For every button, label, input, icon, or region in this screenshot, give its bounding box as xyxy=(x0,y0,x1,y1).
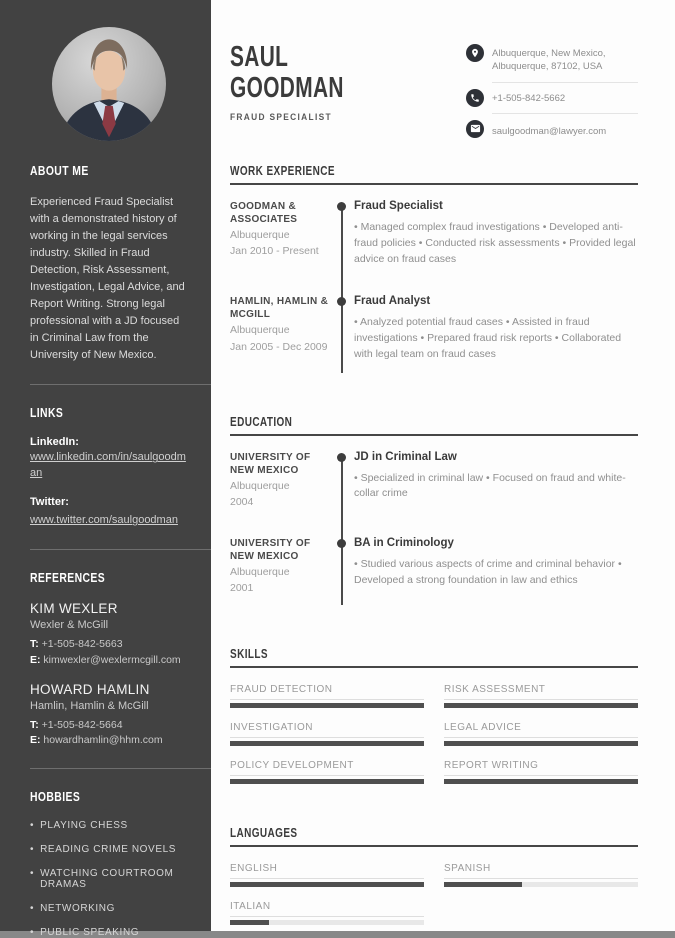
language-bar-fill xyxy=(230,882,424,887)
reference-phone xyxy=(30,718,187,733)
phone-icon xyxy=(466,89,484,107)
school-name: UNIVERSITY OF NEW MEXICO xyxy=(230,451,311,476)
school-location: Albuquerque xyxy=(230,479,290,492)
contact-block xyxy=(466,40,638,144)
link-label: Twitter: xyxy=(30,496,69,509)
entry-right xyxy=(354,295,638,362)
contact-email: saulgoodman@lawyer.com xyxy=(492,125,607,137)
entry-year: 2001 xyxy=(230,582,254,595)
language-bar-fill xyxy=(444,882,522,887)
skill-label: LEGAL ADVICE xyxy=(444,722,638,738)
sidebar-divider xyxy=(30,549,211,550)
skills-heading: SKILLS xyxy=(230,647,638,668)
sidebar xyxy=(0,0,211,938)
reference-name: KIM WEXLER xyxy=(30,601,118,617)
work-entry xyxy=(230,295,638,362)
skill-label: POLICY DEVELOPMENT xyxy=(230,760,424,776)
skill-item xyxy=(444,760,638,784)
twitter-link[interactable]: www.twitter.com/saulgoodman xyxy=(30,514,178,527)
skill-item xyxy=(230,722,424,746)
hobby-label: READING CRIME NOVELS xyxy=(40,844,177,856)
company-name: HAMLIN, HAMLIN & MCGILL xyxy=(230,296,329,321)
email-icon xyxy=(466,120,484,138)
entry-year: 2004 xyxy=(230,495,254,508)
work-entry xyxy=(230,200,638,267)
contact-row-phone xyxy=(466,89,638,114)
address-line: Albuquerque, New Mexico, xyxy=(492,48,606,59)
hobby-label: NETWORKING xyxy=(40,903,115,915)
skill-item xyxy=(444,684,638,708)
page-title: SAUL xyxy=(230,41,289,73)
hobby-label: PUBLIC SPEAKING xyxy=(40,927,140,938)
skill-bar-track xyxy=(230,779,424,784)
entry-left xyxy=(230,200,330,267)
reference-company: Wexler & McGill xyxy=(30,619,109,632)
email-value: howardhamlin@hhm.com xyxy=(43,733,163,746)
sidebar-divider xyxy=(30,384,211,385)
skill-bar-fill xyxy=(230,741,424,746)
education-section xyxy=(230,415,638,606)
school-location: Albuquerque xyxy=(230,566,290,579)
language-bar-fill xyxy=(230,920,269,925)
link-label: LinkedIn: xyxy=(30,436,79,449)
contact-row-email xyxy=(466,120,638,138)
language-item xyxy=(444,863,638,887)
skill-bar-track xyxy=(230,703,424,708)
reference-phone xyxy=(30,637,187,652)
skill-bar-fill xyxy=(230,703,424,708)
skill-bar-fill xyxy=(444,779,638,784)
bullet-icon: • xyxy=(30,844,35,856)
entry-right xyxy=(354,451,638,509)
sidebar-divider xyxy=(30,768,211,769)
contact-row-address xyxy=(466,44,638,83)
timeline-dot-col xyxy=(330,295,354,362)
language-label: ENGLISH xyxy=(230,863,424,879)
address-line: Albuquerque, 87102, USA xyxy=(492,61,603,73)
language-bar-track xyxy=(444,882,638,887)
company-name: GOODMAN & ASSOCIATES xyxy=(230,201,298,226)
timeline-dot xyxy=(337,297,346,306)
work-entries xyxy=(230,185,638,373)
reference-name: HOWARD HAMLIN xyxy=(30,681,150,697)
language-label: ITALIAN xyxy=(230,901,424,917)
role-description: • Analyzed potential fraud cases • Assisted in fraud investigations • Prepared fraud risk reports • Collaborated with legal team on fraud cases xyxy=(354,316,622,360)
about-heading: ABOUT ME xyxy=(30,163,89,178)
language-item xyxy=(230,863,424,887)
main-content xyxy=(211,0,675,931)
phone-label: T: xyxy=(30,638,39,651)
work-experience-section xyxy=(230,164,638,373)
skill-label: FRAUD DETECTION xyxy=(230,684,424,700)
phone-value: +1-505-842-5664 xyxy=(41,718,123,731)
location-icon xyxy=(466,44,484,62)
skill-item xyxy=(230,684,424,708)
education-entry xyxy=(230,451,638,509)
languages-section xyxy=(230,826,638,925)
timeline-dot-col xyxy=(330,537,354,595)
bullet-icon: • xyxy=(30,868,35,880)
entry-right xyxy=(354,537,638,595)
contact-address xyxy=(492,44,638,83)
reference-company: Hamlin, Hamlin & McGill xyxy=(30,699,149,712)
bullet-icon: • xyxy=(30,927,35,938)
hobbies-heading: HOBBIES xyxy=(30,789,81,805)
references-heading: REFERENCES xyxy=(30,570,106,586)
company-location: Albuquerque xyxy=(230,229,290,242)
job-title: FRAUD SPECIALIST xyxy=(230,112,332,124)
about-text: Experienced Fraud Specialist with a demonstrated history of working in the legal services industry. Skilled in Fraud Detection, Risk Assessment, Investigation, Legal Advice, and Report Writing. Strong legal professional with a JD focused in Criminal Law from the University of New Mexico. xyxy=(30,196,185,362)
entry-left xyxy=(230,295,330,362)
role-description: • Managed complex fraud investigations • Developed anti-fraud policies • Conducted risk assessments • Provided legal advice on fraud cases xyxy=(354,221,636,265)
phone-label: T: xyxy=(30,718,39,731)
role-title: Fraud Analyst xyxy=(354,295,431,308)
entry-dates: Jan 2005 - Dec 2009 xyxy=(230,340,328,353)
references-section xyxy=(30,570,187,748)
link-item-twitter xyxy=(30,496,187,529)
language-bar-track xyxy=(230,882,424,887)
entry-right xyxy=(354,200,638,267)
phone-value: +1-505-842-5663 xyxy=(41,638,123,651)
skill-label: RISK ASSESSMENT xyxy=(444,684,638,700)
skill-item xyxy=(230,760,424,784)
about-section xyxy=(30,163,187,364)
skills-grid xyxy=(230,668,638,784)
linkedin-link[interactable]: www.linkedin.com/in/saulgoodman xyxy=(30,451,186,480)
skill-item xyxy=(444,722,638,746)
degree-description: • Studied various aspects of crime and criminal behavior • Developed a strong foundation in law and ethics xyxy=(354,558,622,586)
skill-bar-fill xyxy=(444,703,638,708)
skill-label: INVESTIGATION xyxy=(230,722,424,738)
role-title: Fraud Specialist xyxy=(354,200,443,213)
reference-item xyxy=(30,601,187,667)
hobby-label: WATCHING COURTROOM DRAMAS xyxy=(40,868,174,891)
timeline-dot-col xyxy=(330,200,354,267)
reference-item xyxy=(30,682,187,748)
work-experience-heading: WORK EXPERIENCE xyxy=(230,164,638,185)
links-section xyxy=(30,405,187,529)
degree-description: • Specialized in criminal law • Focused on fraud and white-collar crime xyxy=(354,471,626,500)
language-item xyxy=(230,901,424,925)
link-item-linkedin xyxy=(30,436,187,482)
bullet-icon: • xyxy=(30,903,35,915)
education-heading: EDUCATION xyxy=(230,415,638,436)
hobby-label: PLAYING CHESS xyxy=(40,820,128,832)
hobby-item xyxy=(30,868,187,890)
hobby-item xyxy=(30,927,187,938)
skill-bar-track xyxy=(444,741,638,746)
language-bar-track xyxy=(230,920,424,925)
skill-bar-track xyxy=(444,703,638,708)
entry-left xyxy=(230,537,330,595)
hobby-item xyxy=(30,844,187,855)
skill-bar-track xyxy=(444,779,638,784)
name-block xyxy=(230,40,466,144)
hobby-item xyxy=(30,820,187,831)
education-entry xyxy=(230,537,638,595)
skill-bar-fill xyxy=(444,741,638,746)
reference-email xyxy=(30,733,187,748)
hobby-item xyxy=(30,903,187,914)
company-location: Albuquerque xyxy=(230,324,290,337)
skill-label: REPORT WRITING xyxy=(444,760,638,776)
email-label: E: xyxy=(30,653,41,666)
hobbies-section xyxy=(30,789,187,938)
entry-dates: Jan 2010 - Present xyxy=(230,245,319,258)
header xyxy=(230,40,638,144)
skills-section xyxy=(230,647,638,784)
profile-photo xyxy=(52,27,166,141)
bullet-icon: • xyxy=(30,820,35,832)
skill-bar-fill xyxy=(230,779,424,784)
links-heading: LINKS xyxy=(30,405,64,421)
degree-title: BA in Criminology xyxy=(354,537,454,550)
languages-grid xyxy=(230,847,638,925)
languages-heading: LANGUAGES xyxy=(230,826,638,847)
entry-left xyxy=(230,451,330,509)
timeline-dot-col xyxy=(330,451,354,509)
reference-email xyxy=(30,653,187,668)
skill-bar-track xyxy=(230,741,424,746)
school-name: UNIVERSITY OF NEW MEXICO xyxy=(230,538,311,563)
language-label: SPANISH xyxy=(444,863,638,879)
page-title: GOODMAN xyxy=(230,72,344,105)
timeline-dot xyxy=(337,539,346,548)
email-value: kimwexler@wexlermcgill.com xyxy=(43,653,181,666)
contact-phone: +1-505-842-5662 xyxy=(492,89,638,114)
timeline-dot xyxy=(337,202,346,211)
timeline-dot xyxy=(337,453,346,462)
email-label: E: xyxy=(30,733,41,746)
education-entries xyxy=(230,436,638,606)
degree-title: JD in Criminal Law xyxy=(354,450,457,463)
